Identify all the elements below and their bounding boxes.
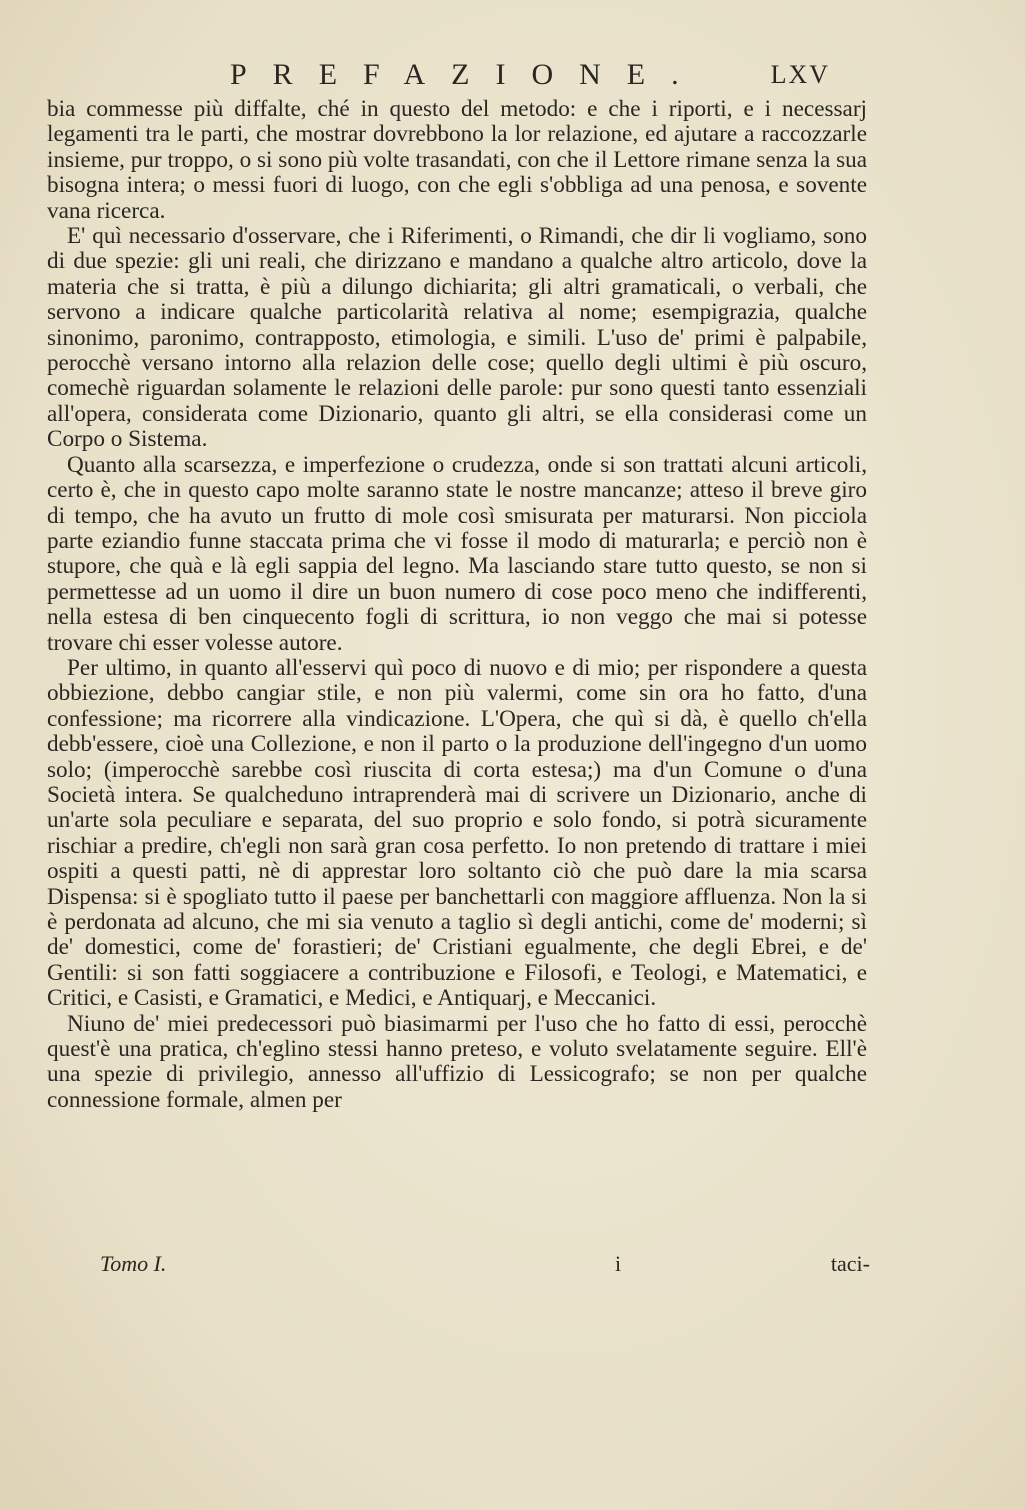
volume-label: Tomo I.	[100, 1251, 167, 1276]
paragraph-3: Quanto alla scarsezza, e imperfezione o crudezza, onde si son trattati alcuni articoli, certo è, che in questo capo molte saranno state le nostre mancanze; atteso il breve giro di tempo, che ha avuto un frutto di mole così smisurata per maturarsi. Non picciola parte eziandio funne staccata prima che vi fosse il modo di maturarla; e perciò non è stupore, che quà e là egli sappia del legno. Ma lasciando stare tutto questo, se non si permettesse ad un uomo il dire un buon numero di cose poco meno che indifferenti, nella estesa di ben cinquecento fogli di scrittura, io non veggo che mai si potesse trovare chi esser volesse autore.	[47, 451, 867, 656]
catchword: taci-	[830, 1251, 870, 1276]
body-text	[47, 97, 867, 1113]
page-header	[230, 58, 830, 98]
page-footer	[100, 1251, 870, 1281]
paragraph-5: Niuno de' miei predecessori può biasimarmi per l'uso che ho fatto di essi, perocchè quest'è una pratica, ch'eglino stessi hanno preteso, e voluto svelatamente seguire. Ell'è una spezie di privilegio, annesso all'uffizio di Lessicografo; se non per qualche connessione formale, almen per	[47, 1010, 867, 1113]
page-number: LXV	[770, 60, 830, 89]
paragraph-1: bia commesse più diffalte, ché in questo del metodo: e che i riporti, e i necessarj legamenti tra le parti, che mostrar dovrebbono la lor relazione, ed ajutare a raccozzarle insieme, pur troppo, o si sono più volte trasandati, con che il Lettore rimane senza la sua bisogna intera; o messi fuori di luogo, con che egli s'obbliga ad una penosa, e sovente vana ricerca.	[47, 96, 867, 224]
running-title: PREFAZIONE.	[230, 58, 705, 91]
paragraph-2: E' quì necessario d'osservare, che i Riferimenti, o Rimandi, che dir li vogliamo, sono di due spezie: gli uni reali, che dirizzano e mandano a qualche altro articolo, dove la materia che si tratta, è più a dilungo dichiarita; gli altri gramaticali, o verbali, che servono a indicare qualche particolarità relativa al nome; esempigrazia, qualche sinonimo, paronimo, contrapposto, etimologia, e simili. L'uso de' primi è palpabile, perocchè versano intorno alla relazion delle cose; quello degli ultimi è più oscuro, comechè riguardan solamente le relazioni delle parole: pur sono questi tanto essenziali all'opera, considerata come Dizionario, quanto gli altri, se ella considerasi come un Corpo o Sistema.	[47, 223, 867, 453]
signature-mark: i	[615, 1251, 622, 1276]
paragraph-4: Per ultimo, in quanto all'esservi quì poco di nuovo e di mio; per rispondere a questa obbiezione, debbo cangiar stile, e non più valermi, come sin ora ho fatto, d'una confessione; ma ricorrere alla vindicazione. L'Opera, che quì si dà, è quello ch'ella debb'essere, cioè una Collezione, e non il parto o la produzione dell'ingegno d'un uomo solo; (imperocchè sarebbe così riuscita di corta estesa;) ma d'un Comune o d'una Società intera. Se qualcheduno intraprenderà mai di scrivere un Dizionario, anche di un'arte sola peculiare e separata, del suo proprio e solo fondo, si potrà sicuramente rischiar a predire, ch'egli non sarà gran cosa perfetto. Io non pretendo di trattare i miei ospiti a questi patti, nè di apprestar loro soltanto ciò che può dare la mia scarsa Dispensa: si è spogliato tutto il paese per banchettarli con maggiore affluenza. Non la si è perdonata ad alcuno, che mi sia venuto a taglio sì degli antichi, come de' moderni; sì de' domestici, come de' forastieri; de' Cristiani egualmente, che degli Ebrei, e de' Gentili: si son fatti soggiacere a contribuzione e Filosofi, e Teologi, e Matematici, e Critici, e Casisti, e Gramatici, e Medici, e Antiquarj, e Meccanici.	[47, 654, 867, 1012]
